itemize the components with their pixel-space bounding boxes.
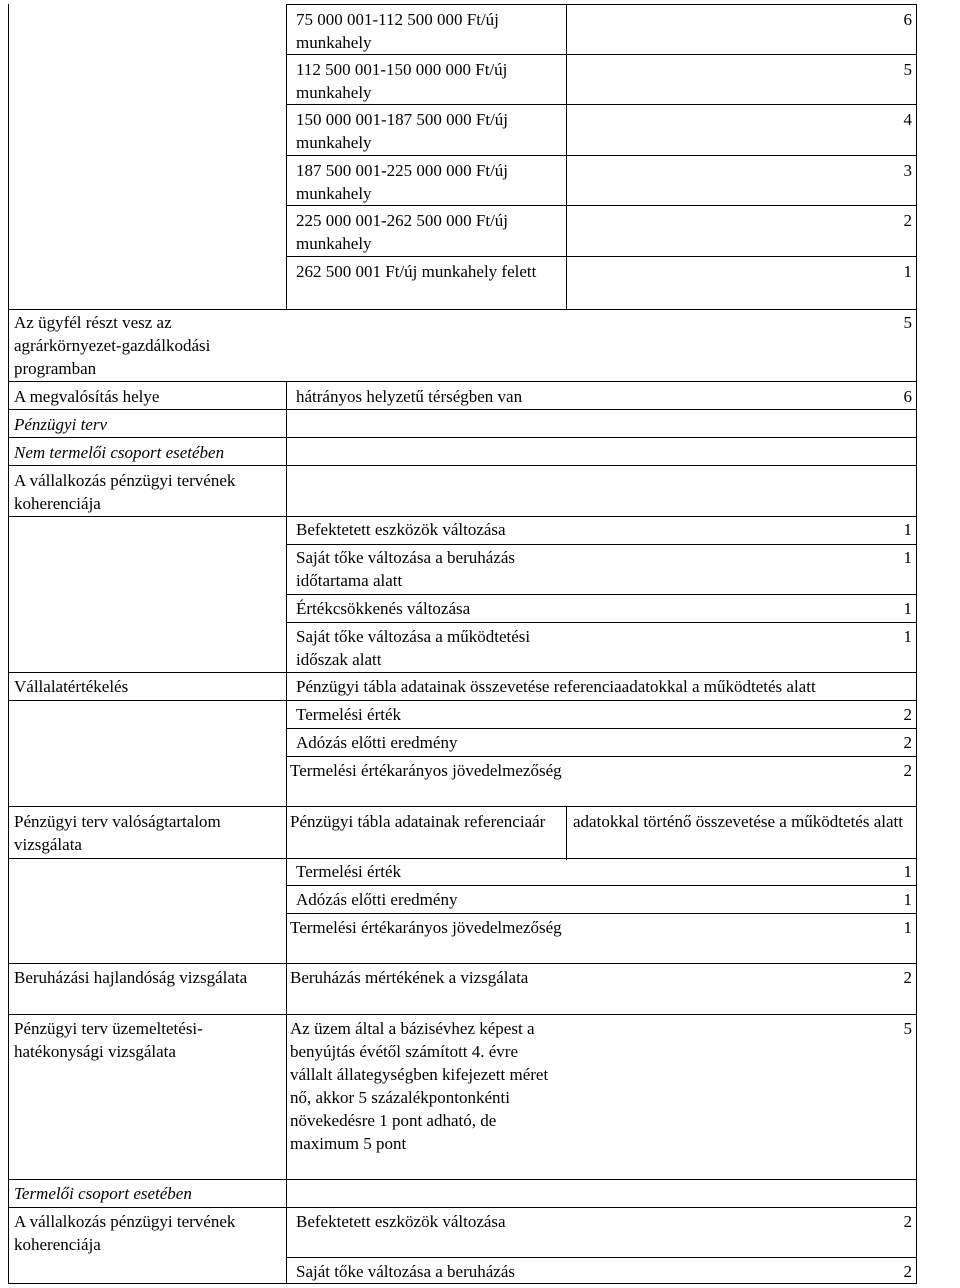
criterion-225m-262m: 225 000 001-262 500 000 Ft/új munkahely — [296, 211, 509, 253]
row-line — [8, 465, 917, 466]
row-line — [8, 1179, 917, 1180]
row-line — [8, 381, 917, 382]
row-line — [286, 756, 917, 757]
points-112m-150m: 5 — [903, 60, 912, 79]
points-sajat-toke-beruhazas: 1 — [903, 548, 912, 567]
criterion-jovedelmezoseg-b: Termelési értékarányos jövedelmezőség — [290, 918, 562, 937]
points-beruhazas-merteke: 2 — [903, 968, 912, 987]
criterion-112m-150m: 112 500 001-150 000 000 Ft/új munkahely — [296, 60, 508, 102]
row-line — [8, 1014, 917, 1015]
row-line — [8, 672, 917, 673]
criterion-150m-187m: 150 000 001-187 500 000 Ft/új munkahely — [296, 110, 509, 152]
points-adozas-elotti-b: 1 — [903, 890, 912, 909]
points-referenciaar-continuation: adatokkal történő összevetése a működtetés alatt — [573, 812, 903, 831]
points-jovedelmezoseg-b: 1 — [903, 918, 912, 937]
criterion-jovedelmezoseg-a: Termelési értékarányos jövedelmezőség — [290, 761, 562, 780]
row-line — [286, 885, 917, 886]
criterion-adozas-elotti-b: Adózás előtti eredmény — [296, 890, 458, 909]
criterion-termelesi-ertek-a: Termelési érték — [296, 705, 402, 724]
row-line — [286, 544, 917, 545]
points-225m-262m: 2 — [903, 211, 912, 230]
criterion-befektetett-eszkozok: Befektetett eszközök változása — [296, 520, 506, 539]
criterion-ertekcsokkenes: Értékcsökkenés változása — [296, 599, 471, 618]
criterion-hatranyos-terseg: hátrányos helyzetű térségben van — [296, 387, 523, 406]
label-penzugyi-terv: Pénzügyi terv — [14, 415, 107, 434]
points-sajat-toke-termeloi: 2 — [903, 1262, 912, 1281]
row-line — [286, 1257, 917, 1258]
criterion-sajat-toke-beruhazas: Saját tőke változása a beruházás időtartama alatt — [296, 548, 516, 590]
criterion-75m-112m: 75 000 001-112 500 000 Ft/új munkahely — [296, 10, 499, 52]
points-termelesi-ertek-b: 1 — [903, 862, 912, 881]
label-termeloi-koherencia: A vállalkozás pénzügyi tervének koherenciája — [14, 1212, 236, 1254]
points-jovedelmezoseg-a: 2 — [903, 761, 912, 780]
row-line — [286, 728, 917, 729]
points-allategyseg-novekedes: 5 — [903, 1019, 912, 1038]
row-line — [8, 806, 917, 807]
criterion-allategyseg-novekedes: Az üzem által a bázisévhez képest a benyújtás évétől számított 4. évre vállalt állategységben kifejezett méret nő, akkor 5 százalékpontonkénti növekedésre 1 pont adható, de maximum 5 pont — [290, 1019, 549, 1153]
row-line — [286, 594, 917, 595]
label-termeloi-csoport: Termelői csoport esetében — [14, 1184, 192, 1203]
criterion-befektetett-eszkozok-termeloi: Befektetett eszközök változása — [296, 1212, 506, 1231]
criterion-referenciaadatok-osszevetes: Pénzügyi tábla adatainak összevetése referenciaadatokkal a működtetés alatt — [296, 677, 816, 696]
row-line — [8, 309, 917, 310]
criterion-termelesi-ertek-b: Termelési érték — [296, 862, 402, 881]
row-line — [8, 963, 917, 964]
col-divider-top-b — [566, 4, 567, 310]
row-line — [8, 409, 917, 410]
row-line-top — [286, 4, 917, 5]
row-line — [286, 622, 917, 623]
criterion-187m-225m: 187 500 001-225 000 000 Ft/új munkahely — [296, 161, 509, 203]
points-sajat-toke-mukodtetes: 1 — [903, 627, 912, 646]
points-187m-225m: 3 — [903, 161, 912, 180]
points-adozas-elotti-a: 2 — [903, 733, 912, 752]
label-megvalositas-helye: A megvalósítás helye — [14, 387, 160, 406]
criterion-sajat-toke-mukodtetes: Saját tőke változása a működtetési időszak alatt — [296, 627, 531, 669]
points-262m-felett: 1 — [903, 262, 912, 281]
row-line — [8, 700, 917, 701]
criterion-referenciaar: Pénzügyi tábla adatainak referenciaár — [290, 812, 546, 831]
label-beruhazasi-hajlandosag: Beruházási hajlandóság vizsgálata — [14, 968, 248, 987]
criterion-262m-felett: 262 500 001 Ft/új munkahely felett — [296, 262, 537, 281]
criterion-sajat-toke-termeloi: Saját tőke változása a beruházás — [296, 1262, 516, 1281]
row-line — [8, 858, 917, 859]
outer-left-line — [8, 4, 9, 1284]
label-vallalatertekeles: Vállalatértékelés — [14, 677, 129, 696]
row-line — [8, 1207, 917, 1208]
row-line — [286, 54, 917, 55]
label-valosagtartalom: Pénzügyi terv valóságtartalom vizsgálata — [14, 812, 221, 854]
row-line — [286, 913, 917, 914]
label-nem-termeloi-csoport: Nem termelői csoport esetében — [14, 443, 225, 462]
points-agrarkornyezet: 5 — [903, 313, 912, 332]
col-divider-lower — [286, 517, 287, 1283]
col-divider-top-a — [286, 4, 287, 310]
points-hatranyos-terseg: 6 — [903, 387, 912, 406]
row-line — [286, 205, 917, 206]
criterion-beruhazas-merteke: Beruházás mértékének a vizsgálata — [290, 968, 529, 987]
criterion-adozas-elotti-a: Adózás előtti eredmény — [296, 733, 458, 752]
label-uzemeltetesi-hatekonysag: Pénzügyi terv üzemeltetési-hatékonysági vizsgálata — [14, 1019, 203, 1061]
row-line — [286, 256, 917, 257]
points-150m-187m: 4 — [903, 110, 912, 129]
row-line — [286, 104, 917, 105]
row-line — [286, 155, 917, 156]
col-divider-mid-a — [286, 381, 287, 517]
col-divider-referenciaar — [566, 806, 567, 860]
points-ertekcsokkenes: 1 — [903, 599, 912, 618]
outer-right-line — [916, 4, 917, 1284]
points-75m-112m: 6 — [903, 10, 912, 29]
points-befektetett-eszkozok: 1 — [903, 520, 912, 539]
row-line — [8, 437, 917, 438]
points-befektetett-eszkozok-termeloi: 2 — [903, 1212, 912, 1231]
points-termelesi-ertek-a: 2 — [903, 705, 912, 724]
outer-bottom-line — [8, 1283, 917, 1284]
label-penzugyi-terv-koherencia: A vállalkozás pénzügyi tervének koherenciája — [14, 471, 236, 513]
label-agrarkornyezet: Az ügyfél részt vesz az agrárkörnyezet-gazdálkodási programban — [14, 313, 211, 378]
row-line — [8, 516, 917, 517]
